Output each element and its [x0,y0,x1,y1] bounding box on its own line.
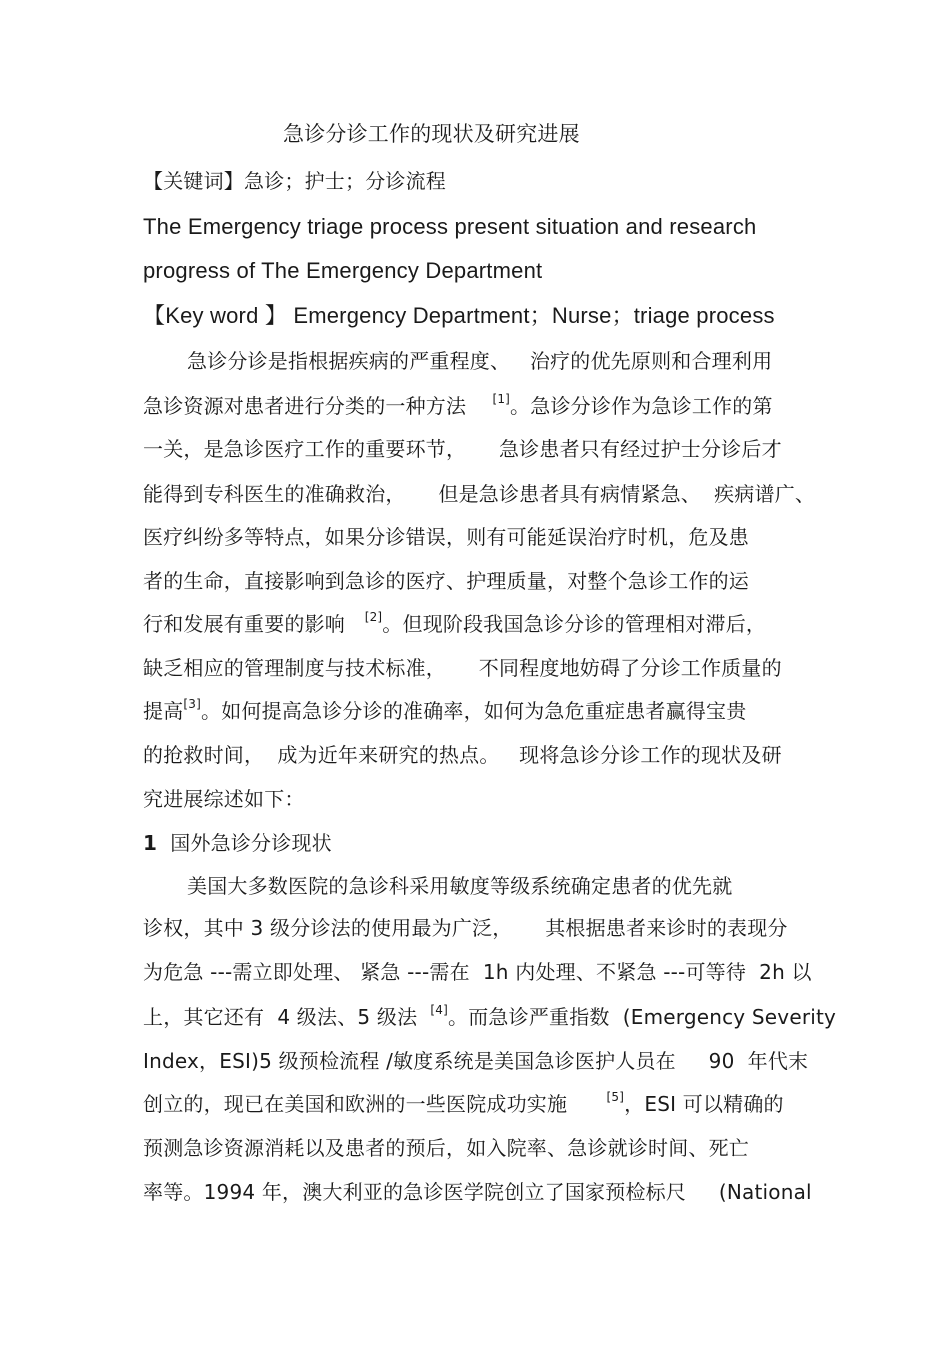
english-title-line-1: The Emergency triage process present situation and research [143,214,757,239]
english-title-line-2: progress of The Emergency Department [143,258,543,283]
paragraph-2-line: 美国大多数医院的急诊科采用敏度等级系统确定患者的优先就 [187,874,733,898]
paragraph-2-line: Index，ESI)5 级预检流程 /敏度系统是美国急诊医护人员在 90 年代末 [143,1049,809,1073]
section-number: 1 [143,831,158,855]
paragraph-2-line: 预测急诊资源消耗以及患者的预后，如入院率、急诊就诊时间、死亡 [143,1136,749,1160]
paragraph-2-line: 为危急 ---需立即处理、 紧急 ---需在 1h 内处理、不紧急 ---可等待 2h 以 [143,960,812,984]
citation-ref: [2] [364,610,383,624]
paragraph-1-line: 究进展综述如下： [143,787,305,811]
text-span: 行和发展有重要的影响 [143,612,365,636]
text-span: 。急诊分诊作为急诊工作的第 [510,394,773,418]
text-span: 。如何提高急诊分诊的准确率，如何为急危重症患者赢得宝贵 [201,699,747,723]
citation-ref: [4] [430,1003,449,1017]
document-title: 急诊分诊工作的现状及研究进展 [283,122,580,146]
paragraph-1-line: 一关，是急诊医疗工作的重要环节， 急诊患者只有经过护士分诊后才 [143,437,782,461]
keywords-cn: 【关键词】急诊；护士；分诊流程 [143,169,446,193]
text-span: 上，其它还有 4 级法、5 级法 [143,1005,431,1029]
paragraph-1-line: 能得到专科医生的准确救治， 但是急诊患者具有病情紧急、 疾病谱广、 [143,482,816,506]
text-span: 提高 [143,699,184,723]
citation-ref: [3] [183,697,202,711]
paragraph-2-line [143,1091,784,1117]
paragraph-1-line [143,698,746,724]
citation-ref: [5] [606,1090,625,1104]
text-span: 急诊资源对患者进行分类的一种方法 [143,394,493,418]
citation-ref: [1] [492,392,511,406]
paragraph-2-line: 诊权，其中 3 级分诊法的使用最为广泛， 其根据患者来诊时的表现分 [143,916,788,940]
paragraph-1-line [143,393,773,419]
paragraph-1-line: 医疗纠纷多等特点，如果分诊错误，则有可能延误治疗时机，危及患 [143,525,749,549]
paragraph-1-line [143,611,766,637]
section-title: 国外急诊分诊现状 [157,831,332,855]
text-span: 。而急诊严重指数 (Emergency Severity [448,1005,837,1029]
paragraph-1-line: 的抢救时间， 成为近年来研究的热点。 现将急诊分诊工作的现状及研 [143,743,782,767]
text-span: 。但现阶段我国急诊分诊的管理相对滞后， [382,612,767,636]
paragraph-1-line: 缺乏相应的管理制度与技术标准， 不同程度地妨碍了分诊工作质量的 [143,656,782,680]
section-heading [143,830,332,856]
paragraph-2-line: 率等。1994 年，澳大利亚的急诊医学院创立了国家预检标尺 (National [143,1180,812,1204]
text-span: ，ESI 可以精确的 [624,1092,784,1116]
paragraph-2-line [143,1004,836,1030]
paragraph-1-line: 急诊分诊是指根据疾病的严重程度、 治疗的优先原则和合理利用 [187,349,773,373]
paragraph-1-line: 者的生命，直接影响到急诊的医疗、护理质量，对整个急诊工作的运 [143,569,749,593]
keywords-en: 【Key word 】 Emergency Department；Nurse；triage process [143,303,775,328]
text-span: 创立的，现已在美国和欧洲的一些医院成功实施 [143,1092,607,1116]
